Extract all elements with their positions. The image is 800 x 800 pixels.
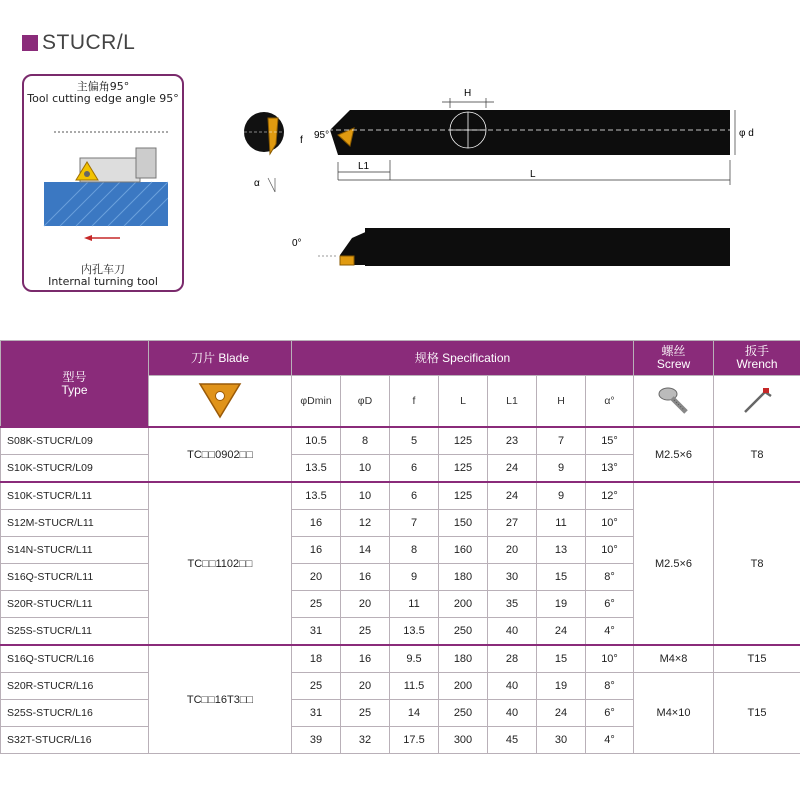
end-view [244, 112, 290, 192]
spec-table [0, 340, 800, 754]
card-footer-cn: 内孔车刀 [81, 263, 125, 276]
value-cell: 5 [390, 427, 439, 455]
value-cell: 31 [292, 618, 341, 646]
value-cell: 6 [390, 482, 439, 510]
zero-deg-label: 0° [292, 238, 302, 249]
value-cell: 8 [390, 537, 439, 564]
value-cell: 16 [341, 645, 390, 673]
side-view-bar [292, 228, 730, 266]
value-cell: 24 [537, 700, 586, 727]
value-cell: 9 [390, 564, 439, 591]
wrench-cell: T15 [714, 673, 800, 754]
value-cell: 12 [341, 510, 390, 537]
value-cell: 8° [586, 673, 634, 700]
wrench-header: 扳手 Wrench [714, 341, 800, 376]
value-cell: 40 [488, 618, 537, 646]
value-cell: 25 [292, 591, 341, 618]
value-cell: 10° [586, 645, 634, 673]
value-cell: 25 [341, 700, 390, 727]
value-cell: 7 [537, 427, 586, 455]
value-cell: 15° [586, 427, 634, 455]
value-cell: 125 [439, 427, 488, 455]
type-cell: S08K-STUCR/L09 [1, 427, 149, 455]
wrench-cell: T15 [714, 645, 800, 673]
title-text: STUCR/L [42, 31, 136, 54]
value-cell: 160 [439, 537, 488, 564]
value-cell: 6° [586, 591, 634, 618]
value-cell: 6° [586, 700, 634, 727]
col-header: H [537, 376, 586, 428]
value-cell: 15 [537, 645, 586, 673]
type-cell: S32T-STUCR/L16 [1, 727, 149, 754]
type-cell: S10K-STUCR/L09 [1, 455, 149, 483]
value-cell: 10° [586, 510, 634, 537]
tool-angle-card [22, 74, 184, 292]
value-cell: 125 [439, 455, 488, 483]
value-cell: 13.5 [390, 618, 439, 646]
value-cell: 13 [537, 537, 586, 564]
value-cell: 7 [390, 510, 439, 537]
screw-icon [654, 380, 694, 420]
value-cell: 16 [292, 537, 341, 564]
screw-cell: M4×8 [634, 645, 714, 673]
value-cell: 11 [390, 591, 439, 618]
value-cell: 13° [586, 455, 634, 483]
value-cell: 8 [341, 427, 390, 455]
angle-95-label: 95° [314, 130, 330, 141]
value-cell: 4° [586, 618, 634, 646]
screw-cell: M4×10 [634, 673, 714, 754]
value-cell: 250 [439, 618, 488, 646]
col-header: f [390, 376, 439, 428]
value-cell: 35 [488, 591, 537, 618]
value-cell: 200 [439, 591, 488, 618]
value-cell: 45 [488, 727, 537, 754]
value-cell: 17.5 [390, 727, 439, 754]
blade-cell: TC□□0902□□ [149, 427, 292, 482]
top-view-bar [300, 88, 754, 185]
L-label: L [530, 169, 536, 180]
value-cell: 28 [488, 645, 537, 673]
title-marker [22, 35, 38, 51]
col-header: L [439, 376, 488, 428]
value-cell: 24 [488, 482, 537, 510]
value-cell: 150 [439, 510, 488, 537]
value-cell: 40 [488, 700, 537, 727]
blade-header: 刀片 Blade [149, 341, 292, 376]
screw-cell: M2.5×6 [634, 427, 714, 482]
type-cell: S20R-STUCR/L11 [1, 591, 149, 618]
value-cell: 20 [488, 537, 537, 564]
card-title-cn: 主偏角95° [76, 80, 130, 93]
value-cell: 4° [586, 727, 634, 754]
type-cell: S20R-STUCR/L16 [1, 673, 149, 700]
value-cell: 9.5 [390, 645, 439, 673]
value-cell: 20 [292, 564, 341, 591]
page-title [22, 30, 135, 56]
value-cell: 24 [537, 618, 586, 646]
screw-icon-cell [634, 376, 714, 428]
f-label: f [300, 135, 303, 146]
value-cell: 300 [439, 727, 488, 754]
wrench-cell: T8 [714, 482, 800, 645]
value-cell: 20 [341, 673, 390, 700]
value-cell: 14 [341, 537, 390, 564]
value-cell: 23 [488, 427, 537, 455]
type-cell: S16Q-STUCR/L16 [1, 645, 149, 673]
type-cell: S25S-STUCR/L16 [1, 700, 149, 727]
phid-label: φ d [739, 128, 754, 139]
blade-icon-cell [149, 376, 292, 428]
value-cell: 18 [292, 645, 341, 673]
value-cell: 39 [292, 727, 341, 754]
value-cell: 9 [537, 482, 586, 510]
type-cell: S25S-STUCR/L11 [1, 618, 149, 646]
value-cell: 31 [292, 700, 341, 727]
type-cell: S14N-STUCR/L11 [1, 537, 149, 564]
value-cell: 6 [390, 455, 439, 483]
value-cell: 10 [341, 455, 390, 483]
value-cell: 19 [537, 591, 586, 618]
value-cell: 25 [292, 673, 341, 700]
col-header: α° [586, 376, 634, 428]
spec-header: 规格 Specification [292, 341, 634, 376]
wrench-cell: T8 [714, 427, 800, 482]
blade-cell: TC□□16T3□□ [149, 645, 292, 754]
value-cell: 180 [439, 645, 488, 673]
type-cell: S16Q-STUCR/L11 [1, 564, 149, 591]
value-cell: 11.5 [390, 673, 439, 700]
value-cell: 14 [390, 700, 439, 727]
type-header: 型号 Type [1, 341, 149, 428]
wrench-icon-cell [714, 376, 800, 428]
value-cell: 8° [586, 564, 634, 591]
boring-bar-drawing [230, 80, 770, 280]
col-header: φD [341, 376, 390, 428]
type-cell: S10K-STUCR/L11 [1, 482, 149, 510]
card-footer [24, 264, 182, 288]
L1-label: L1 [358, 161, 370, 172]
type-cell: S12M-STUCR/L11 [1, 510, 149, 537]
value-cell: 15 [537, 564, 586, 591]
col-header: L1 [488, 376, 537, 428]
value-cell: 180 [439, 564, 488, 591]
value-cell: 125 [439, 482, 488, 510]
card-footer-en: Internal turning tool [48, 275, 158, 288]
value-cell: 20 [341, 591, 390, 618]
value-cell: 27 [488, 510, 537, 537]
value-cell: 250 [439, 700, 488, 727]
value-cell: 200 [439, 673, 488, 700]
value-cell: 9 [537, 455, 586, 483]
value-cell: 13.5 [292, 482, 341, 510]
value-cell: 32 [341, 727, 390, 754]
value-cell: 19 [537, 673, 586, 700]
value-cell: 25 [341, 618, 390, 646]
value-cell: 11 [537, 510, 586, 537]
insert-icon [197, 380, 243, 420]
value-cell: 40 [488, 673, 537, 700]
value-cell: 16 [292, 510, 341, 537]
alpha-label: α [254, 178, 260, 189]
value-cell: 30 [488, 564, 537, 591]
value-cell: 13.5 [292, 455, 341, 483]
value-cell: 10 [341, 482, 390, 510]
wrench-icon [737, 380, 777, 420]
value-cell: 10.5 [292, 427, 341, 455]
card-header [24, 81, 182, 105]
H-label: H [464, 88, 472, 99]
value-cell: 12° [586, 482, 634, 510]
card-title-en: Tool cutting edge angle 95° [27, 92, 179, 105]
blade-cell: TC□□1102□□ [149, 482, 292, 645]
value-cell: 16 [341, 564, 390, 591]
screw-cell: M2.5×6 [634, 482, 714, 645]
screw-header: 螺丝 Screw [634, 341, 714, 376]
value-cell: 24 [488, 455, 537, 483]
value-cell: 10° [586, 537, 634, 564]
value-cell: 30 [537, 727, 586, 754]
col-header: φDmin [292, 376, 341, 428]
